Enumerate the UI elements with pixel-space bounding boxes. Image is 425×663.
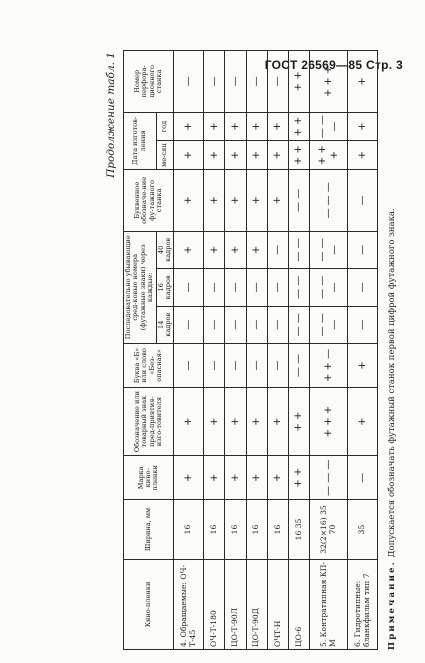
cell-letter: — <box>204 343 225 387</box>
cell-month: + <box>267 141 288 170</box>
cell-mark: — — — <box>310 456 348 500</box>
cell-foot: + <box>204 170 225 232</box>
col-footage: Буквенное обозначе-ние фу-тажного станка <box>124 170 174 232</box>
table-row <box>225 51 246 650</box>
cell-perf: — <box>225 51 246 113</box>
cell-foot: + <box>246 170 267 232</box>
cell-s14: — — <box>288 306 309 343</box>
table-row <box>204 51 225 650</box>
cell-width: 16 <box>267 500 288 559</box>
cell-month: + + + <box>310 141 348 170</box>
cell-film: ОЧ-Т-180 <box>204 559 225 649</box>
cell-month: + <box>246 141 267 170</box>
cell-year: + <box>246 112 267 141</box>
col-letter: Буква «Б» или слово «Без-опасная» <box>124 343 174 387</box>
col-maker: Обозначение или товарный знак пред-приятия-изго-товителя <box>124 387 174 455</box>
cell-mark: + <box>267 456 288 500</box>
cell-foot: — <box>348 170 378 232</box>
cell-letter: — <box>246 343 267 387</box>
col-perf: Номер перфора-ционного станка <box>124 51 174 113</box>
cell-s16: — — <box>288 269 309 306</box>
cell-s40: — — — <box>310 231 348 268</box>
cell-month: + + <box>288 141 309 170</box>
cell-month: + <box>348 141 378 170</box>
cell-film: 4. Обращаемые: ОЧ-Т-45 <box>174 559 204 649</box>
cell-s14: — <box>246 306 267 343</box>
cell-year: + <box>348 112 378 141</box>
note-text: Допускается обозначать футажный станок первой цифрой футажного знака. <box>387 208 397 561</box>
cell-foot: — — — <box>310 170 348 232</box>
cell-foot: + <box>267 170 288 232</box>
cell-s14: — <box>267 306 288 343</box>
cell-film: 6. Гидротипные: бланкфильм тип 7 <box>348 559 378 649</box>
cell-maker: + + + <box>310 387 348 455</box>
cell-width: 16 <box>174 500 204 559</box>
cell-year: + + <box>288 112 309 141</box>
cell-s16: — <box>174 269 204 306</box>
cell-letter: — <box>267 343 288 387</box>
table-continuation-label: Продолжение табл. 1 <box>105 52 117 178</box>
cell-year: + <box>225 112 246 141</box>
cell-s40: + <box>225 231 246 268</box>
col-seq-16: 16 кадров <box>156 269 174 306</box>
cell-mark: + <box>225 456 246 500</box>
cell-film: ЦО-Т-90Л <box>225 559 246 649</box>
cell-year: + <box>204 112 225 141</box>
cell-width: 16 <box>246 500 267 559</box>
cell-s16: — <box>348 269 378 306</box>
col-year: год <box>156 112 174 141</box>
cell-foot: + <box>174 170 204 232</box>
cell-letter: — — <box>288 343 309 387</box>
cell-mark: + <box>174 456 204 500</box>
cell-perf: — <box>204 51 225 113</box>
col-month: ме-сяц <box>156 141 174 170</box>
cell-mark: + <box>246 456 267 500</box>
cell-s14: — — — <box>310 306 348 343</box>
note-label: Примечание. <box>387 560 397 650</box>
cell-maker: + <box>246 387 267 455</box>
cell-s14: — <box>348 306 378 343</box>
cell-maker: + <box>267 387 288 455</box>
cell-perf: — <box>174 51 204 113</box>
cell-s40: — <box>348 231 378 268</box>
col-width: Ширина, мм <box>124 500 174 559</box>
cell-film: 5. Контратипная КП-М <box>310 559 348 649</box>
col-seq-40: 40 кадров <box>156 231 174 268</box>
cell-s40: + <box>174 231 204 268</box>
cell-s14: — <box>174 306 204 343</box>
cell-s16: — <box>204 269 225 306</box>
cell-maker: + <box>174 387 204 455</box>
cell-s40: + <box>204 231 225 268</box>
cell-width: 16 <box>225 500 246 559</box>
cell-width: 35 <box>348 500 378 559</box>
cell-maker: + <box>204 387 225 455</box>
col-mark: Марка кино-пленки <box>124 456 174 500</box>
cell-perf: + <box>348 51 378 113</box>
table-row <box>246 51 267 650</box>
cell-year: + <box>174 112 204 141</box>
cell-year: + <box>267 112 288 141</box>
cell-s14: — <box>204 306 225 343</box>
table-row <box>174 51 204 650</box>
cell-perf: + + + <box>310 51 348 113</box>
cell-mark: — <box>348 456 378 500</box>
cell-month: + <box>225 141 246 170</box>
cell-maker: + + <box>288 387 309 455</box>
cell-film: ОЧТ-Н <box>267 559 288 649</box>
cell-maker: + <box>225 387 246 455</box>
cell-foot: + <box>225 170 246 232</box>
cell-mark: + + <box>288 456 309 500</box>
col-film: Кино-пленки <box>124 559 174 649</box>
cell-perf: + + <box>288 51 309 113</box>
col-seq: Последовательно убывающие сред-ковые номера (футажные знаки) через каждые: <box>124 231 157 343</box>
cell-letter: — <box>225 343 246 387</box>
cell-perf: — <box>246 51 267 113</box>
cell-width: 32(2×16) 35 70 <box>310 500 348 559</box>
cell-perf: — <box>267 51 288 113</box>
cell-s14: — <box>225 306 246 343</box>
cell-foot: — — <box>288 170 309 232</box>
rotated-page-content <box>107 50 407 650</box>
cell-month: + <box>174 141 204 170</box>
cell-maker: + <box>348 387 378 455</box>
cell-s40: — <box>267 231 288 268</box>
film-marking-table <box>123 50 378 650</box>
cell-letter: + + — <box>310 343 348 387</box>
table-row <box>310 51 348 650</box>
cell-film: ЦО-6 <box>288 559 309 649</box>
cell-s16: — — — <box>310 269 348 306</box>
table-row <box>288 51 309 650</box>
cell-s16: — <box>225 269 246 306</box>
cell-film: ЦО-Т-90Д <box>246 559 267 649</box>
cell-letter: — <box>174 343 204 387</box>
col-date: Дата изготов-ления <box>124 112 157 169</box>
page-header: ГОСТ 26569—85 Стр. 3 <box>264 58 403 72</box>
cell-letter: + <box>348 343 378 387</box>
cell-s16: — <box>267 269 288 306</box>
cell-s40: + <box>246 231 267 268</box>
col-seq-14: 14 кадров <box>156 306 174 343</box>
cell-width: 16 35 <box>288 500 309 559</box>
table-row <box>267 51 288 650</box>
cell-month: + <box>204 141 225 170</box>
table-note <box>387 208 397 650</box>
table-row <box>348 51 378 650</box>
cell-s40: — — <box>288 231 309 268</box>
cell-year: — — — <box>310 112 348 141</box>
cell-s16: — <box>246 269 267 306</box>
cell-width: 16 <box>204 500 225 559</box>
cell-mark: + <box>204 456 225 500</box>
